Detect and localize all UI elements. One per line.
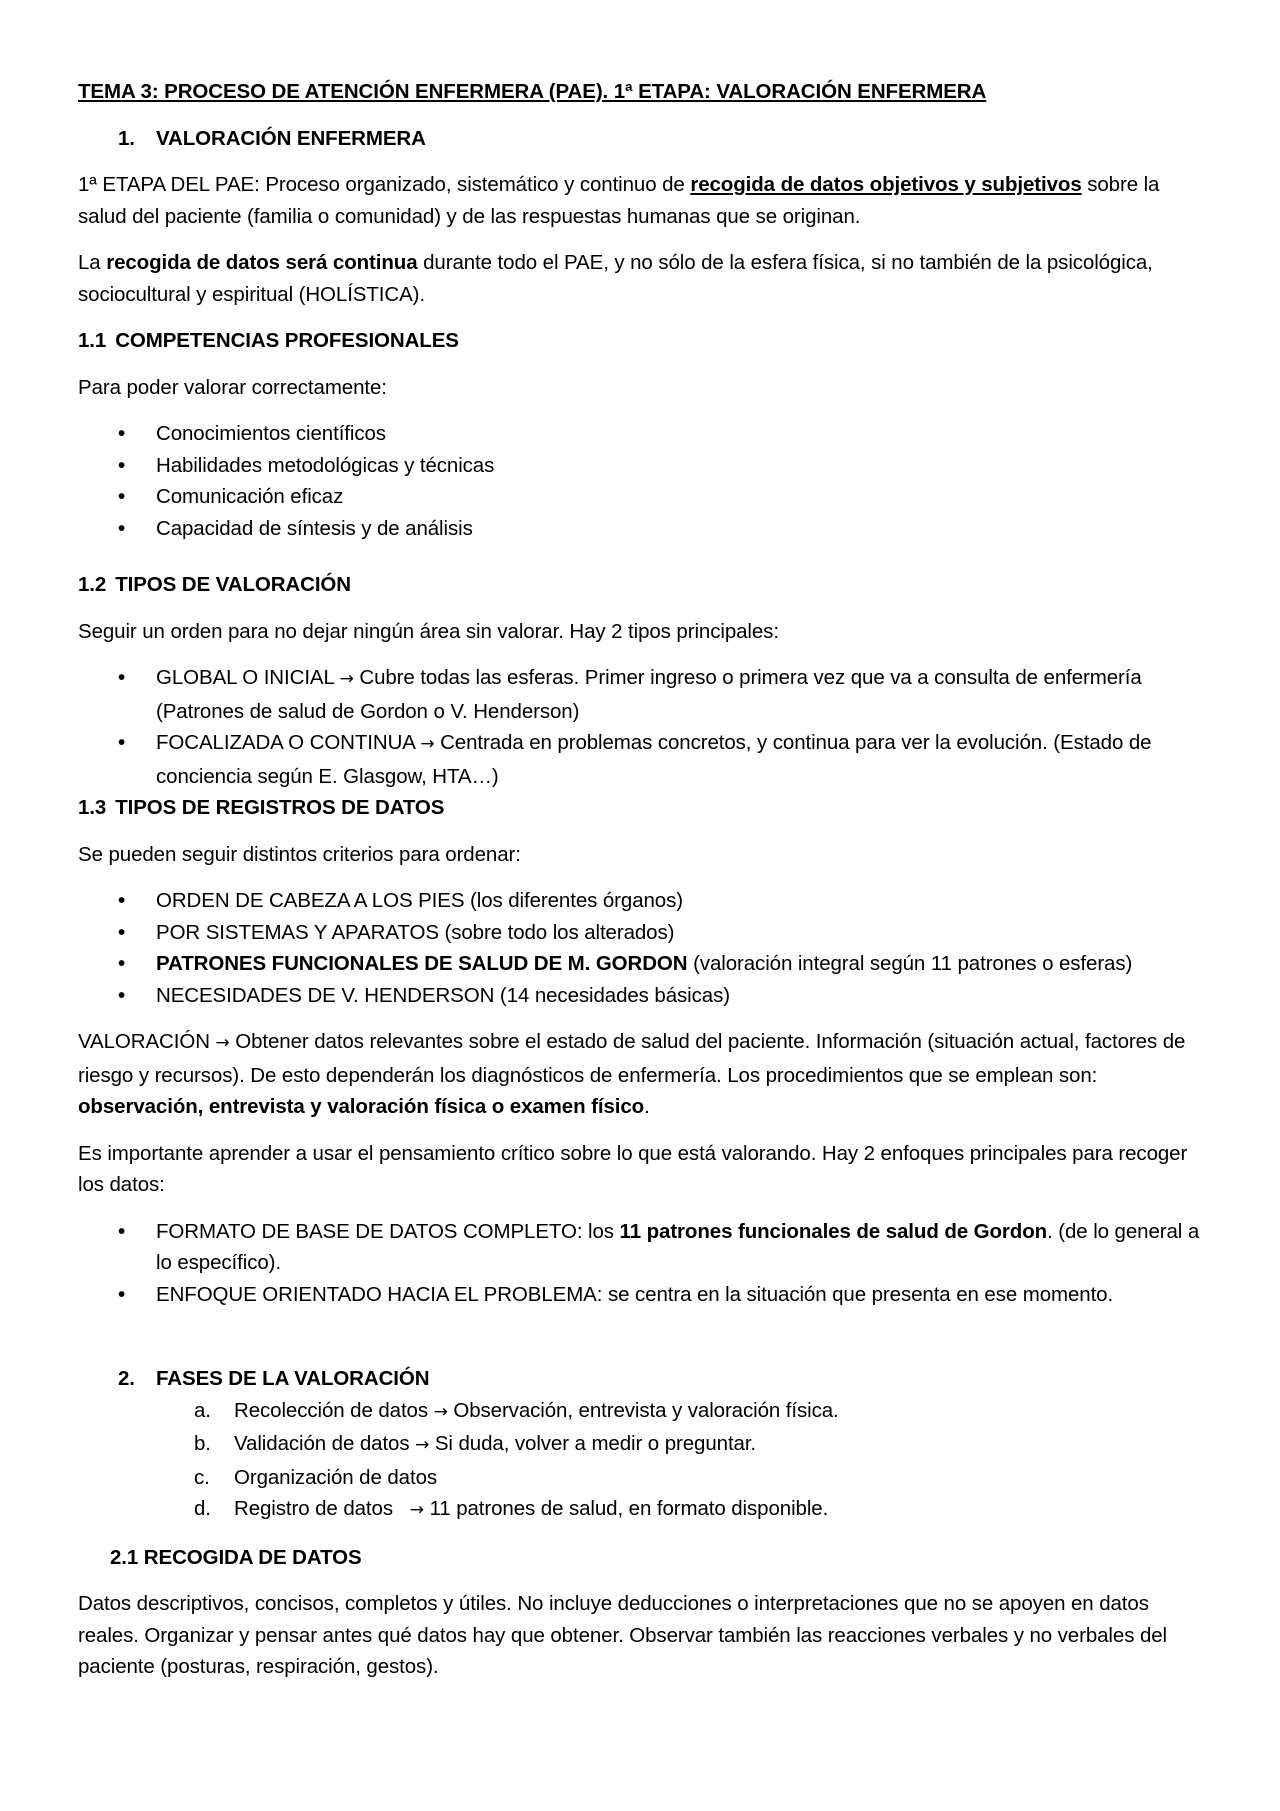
list-item-text: Comunicación eficaz (156, 485, 344, 508)
list-item-text-bold: 11 patrones funcionales de salud de Gordon (619, 1219, 1048, 1243)
bullet-icon: • (118, 453, 126, 477)
list-item-text: . (de lo general a lo específico). (156, 1219, 1200, 1274)
list-item-text: Observación, entrevista y valoración física. (447, 1398, 839, 1422)
list-item (78, 418, 1208, 450)
list-item (78, 1279, 1208, 1311)
spacer (78, 1325, 1208, 1363)
list-item (78, 980, 1208, 1012)
tipos-valoracion-list (78, 662, 1208, 792)
section-2-1-paragraph: Datos descriptivos, concisos, completos y útiles. No incluye deducciones o interpretaciones que no se apoyen en datos reales. Organizar y pensar antes qué datos hay que obtener. Observar también las reacciones verbales y no verbales del paciente (posturas, respiración, gestos). (78, 1592, 1167, 1678)
competencias-list (78, 418, 1208, 544)
list-item-text: 11 patrones de salud, en formato disponible. (423, 1497, 829, 1520)
text-span-bold: observación, entrevista y valoración física o examen físico (78, 1095, 645, 1118)
section-1-number: 1. (118, 126, 135, 150)
list-letter: a. (194, 1398, 211, 1422)
list-item-text: Cubre todas las esferas. Primer ingreso o primera vez que va a consulta de enfermería (Patrones de salud de Gordon o V. Henderson) (156, 666, 1142, 723)
list-letter: d. (194, 1497, 211, 1520)
bullet-icon: • (118, 422, 126, 445)
list-item (78, 1428, 1208, 1462)
list-item-text: Centrada en problemas concretos, y continua para ver la evolución. (Estado de conciencia según E. Glasgow, HTA…) (156, 731, 1152, 788)
section-1-3-intro: Se pueden seguir distintos criterios para ordenar: (78, 842, 521, 866)
enfoques-list (78, 1216, 1208, 1311)
section-2-number: 2. (118, 1367, 135, 1390)
text-span: durante todo el PAE, y no sólo de la esfera física, si no también de la psicológica, sociocultural y espiritual (HOLÍSTICA). (78, 251, 1153, 306)
list-letter: c. (194, 1465, 210, 1489)
text-span: Obtener datos relevantes sobre el estado de salud del paciente. Información (situación actual, factores de riesgo y recursos). De esto dependerán los diagnósticos de enfermería. Los procedimientos que se emplean son: (78, 1030, 1186, 1087)
arrow-right-icon: → (433, 1401, 448, 1422)
pensamiento-critico-paragraph: Es importante aprender a usar el pensamiento crítico sobre lo que está valorando. Hay 2 enfoques principales para recoger los datos: (78, 1141, 1188, 1196)
bullet-icon: • (118, 516, 126, 540)
text-span: sobre la salud del paciente (familia o comunidad) y de las respuestas humanas que se originan. (78, 173, 1160, 228)
list-item (78, 1395, 1208, 1429)
list-item-text: Validación de datos (234, 1432, 416, 1455)
list-item (78, 1216, 1208, 1279)
bullet-icon: • (118, 952, 126, 975)
section-1-heading (78, 123, 1208, 155)
registros-list (78, 885, 1208, 1011)
list-item-text: Registro de datos (234, 1497, 410, 1520)
list-item-text: FORMATO DE BASE DE DATOS COMPLETO: los (156, 1219, 620, 1243)
bullet-icon: • (118, 666, 126, 689)
section-title: TIPOS DE REGISTROS DE DATOS (115, 796, 445, 819)
section-1-2-intro: Seguir un orden para no dejar ningún área sin valorar. Hay 2 tipos principales: (78, 619, 779, 643)
bullet-icon: • (118, 731, 126, 754)
section-2-title: FASES DE LA VALORACIÓN (156, 1367, 430, 1390)
fases-list (78, 1395, 1208, 1527)
list-item-text: ENFOQUE ORIENTADO HACIA EL PROBLEMA: se centra en la situación que presenta en ese momento. (156, 1282, 1114, 1306)
list-item-text: NECESIDADES DE V. HENDERSON (14 necesidades básicas) (156, 983, 730, 1007)
arrow-right-icon: → (339, 669, 354, 689)
text-span: 1ª ETAPA DEL PAE: Proceso organizado, sistemático y continuo de (78, 173, 691, 196)
section-number: 1.1 (78, 329, 107, 352)
document-content (78, 76, 1208, 1698)
text-span-bold: recogida de datos será continua (106, 251, 418, 274)
list-item-text: POR SISTEMAS Y APARATOS (sobre todo los alterados) (156, 920, 675, 944)
list-item (78, 1493, 1208, 1527)
text-span-bold-underline: recogida de datos objetivos y subjetivos (690, 173, 1082, 196)
arrow-right-icon: → (420, 734, 435, 754)
list-item (78, 662, 1208, 727)
bullet-icon: • (118, 1282, 126, 1306)
bullet-icon: • (118, 983, 126, 1007)
list-item-text: ORDEN DE CABEZA A LOS PIES (los diferentes órganos) (156, 889, 683, 912)
text-span: . (644, 1095, 650, 1118)
text-span: La (78, 251, 107, 274)
bullet-icon: • (118, 889, 126, 912)
section-1-1-intro: Para poder valorar correctamente: (78, 375, 387, 399)
section-2-heading (78, 1363, 1208, 1395)
list-item (78, 481, 1208, 513)
arrow-right-icon: → (415, 1435, 430, 1455)
list-item (78, 948, 1208, 980)
section-1-3-heading (78, 792, 1208, 824)
section-1-paragraph-2 (78, 247, 1208, 310)
list-item-text: Recolección de datos (234, 1398, 434, 1422)
list-item-text: (valoración integral según 11 patrones o esferas) (687, 952, 1133, 975)
section-title: TIPOS DE VALORACIÓN (115, 573, 351, 596)
bullet-icon: • (118, 920, 126, 944)
section-1-2-heading (78, 569, 1208, 601)
arrow-right-icon: → (215, 1033, 230, 1053)
list-item (78, 450, 1208, 482)
list-item-text-bold: PATRONES FUNCIONALES DE SALUD DE M. GORDON (156, 952, 688, 975)
valoracion-paragraph (78, 1026, 1208, 1123)
text-span: VALORACIÓN (78, 1030, 216, 1053)
document-title: TEMA 3: PROCESO DE ATENCIÓN ENFERMERA (PAE). 1ª ETAPA: VALORACIÓN ENFERMERA (78, 80, 987, 103)
section-1-1-heading (78, 325, 1208, 357)
bullet-icon: • (118, 485, 126, 508)
list-item (78, 917, 1208, 949)
list-item (78, 513, 1208, 545)
list-item-text: Si duda, volver a medir o preguntar. (429, 1432, 757, 1455)
section-number: 1.3 (78, 796, 107, 819)
list-item (78, 1462, 1208, 1494)
list-item-text: Conocimientos científicos (156, 422, 386, 445)
list-item-text: Habilidades metodológicas y técnicas (156, 453, 495, 477)
bullet-icon: • (118, 1219, 126, 1243)
list-item-text: Capacidad de síntesis y de análisis (156, 516, 473, 540)
list-item (78, 885, 1208, 917)
section-number: 1.2 (78, 573, 107, 596)
list-item-text: GLOBAL O INICIAL (156, 666, 340, 689)
section-1-paragraph-1 (78, 169, 1208, 232)
section-2-1-heading: 2.1 RECOGIDA DE DATOS (110, 1545, 362, 1569)
section-title: COMPETENCIAS PROFESIONALES (115, 329, 459, 352)
spacer (78, 559, 1208, 569)
list-item (78, 727, 1208, 792)
list-item-text: Organización de datos (234, 1465, 438, 1489)
section-1-title: VALORACIÓN ENFERMERA (156, 126, 426, 150)
list-letter: b. (194, 1432, 211, 1455)
arrow-right-icon: → (409, 1500, 424, 1520)
list-item-text: FOCALIZADA O CONTINUA (156, 731, 421, 754)
